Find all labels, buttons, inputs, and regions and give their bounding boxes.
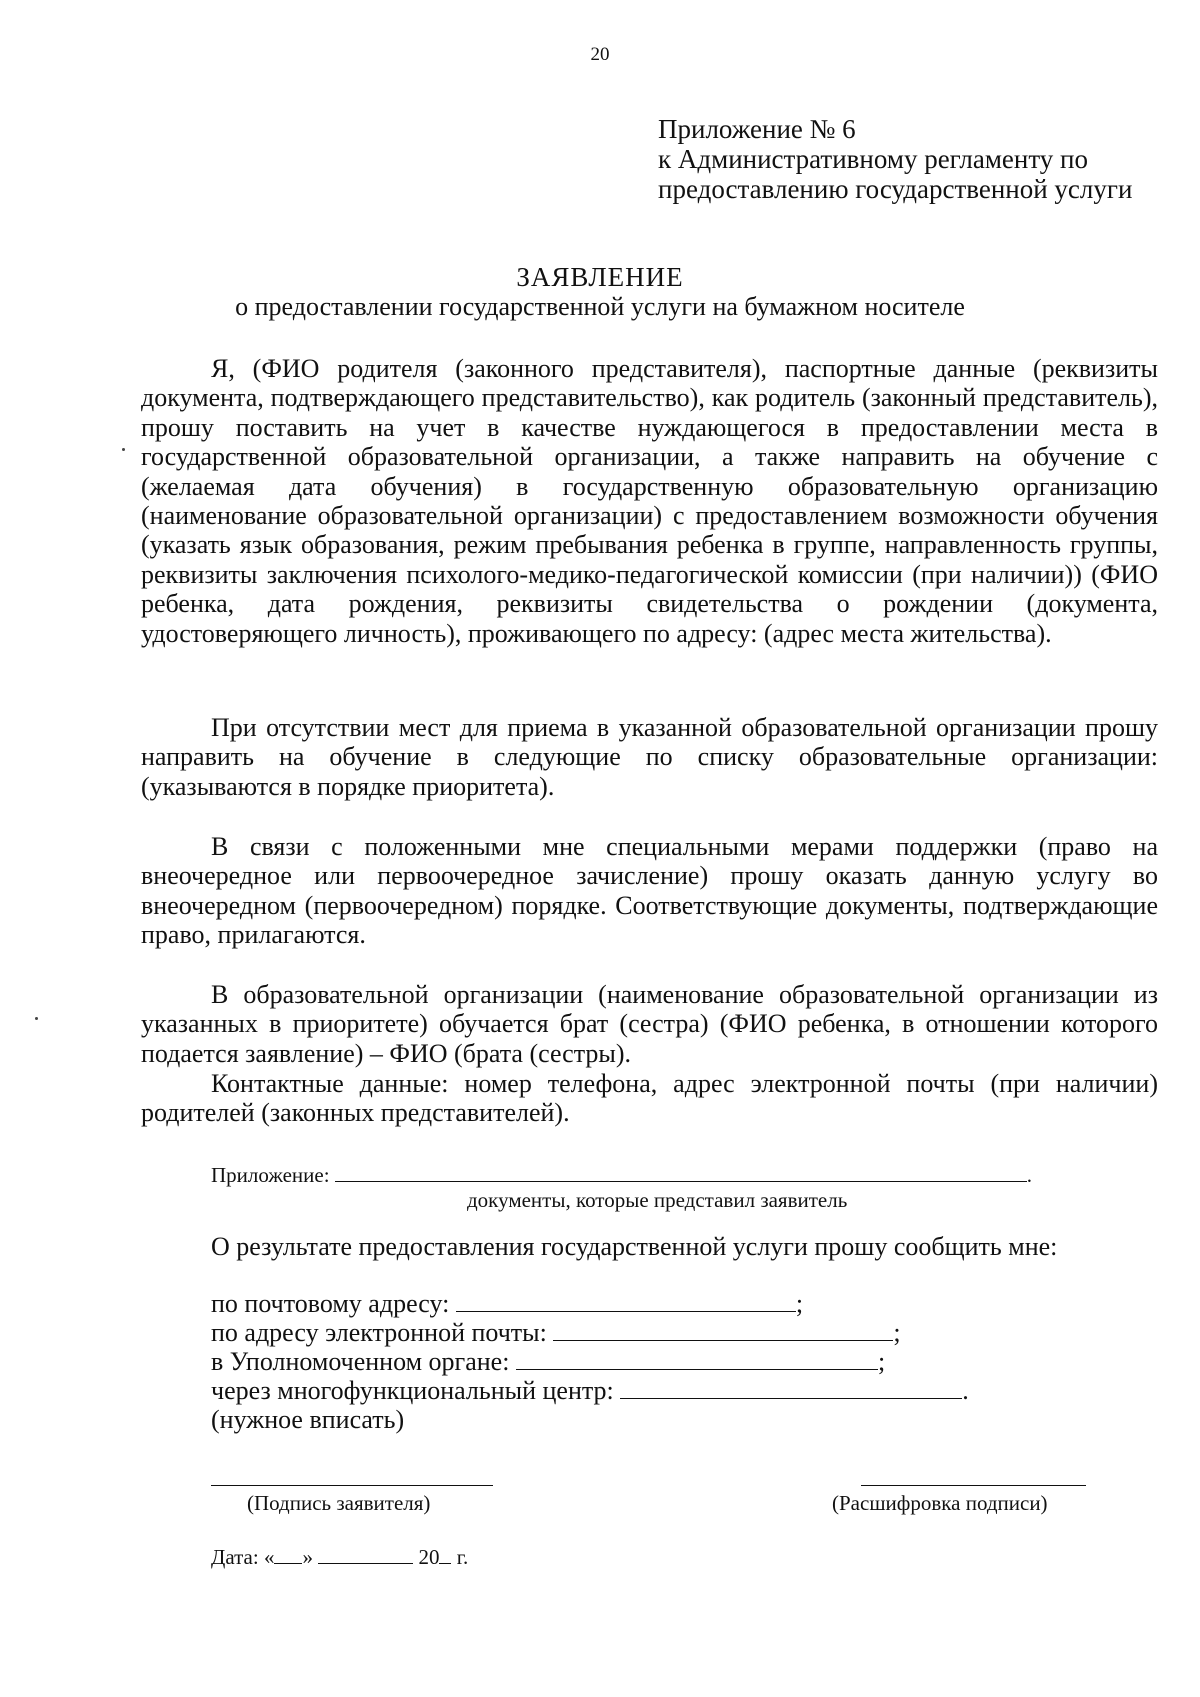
paragraph-support-measures: В связи с положенными мне специальными мерами поддержки (право на внеочередное или первоочередное зачисление) прошу оказать данную услугу во внеочередном (первоочередном) порядке. Соответствующие документы, подтверждающие право, прилагаются. [141, 832, 1158, 950]
annex-line-3: предоставлению государственной услуги [658, 174, 1133, 204]
option-email: по адресу электронной почты: ; [211, 1318, 901, 1347]
signature-caption: (Подпись заявителя) [247, 1491, 431, 1515]
paragraph-contacts: Контактные данные: номер телефона, адрес электронной почты (при наличии) родителей (законных представителей). [141, 1069, 1158, 1128]
date-month-field[interactable] [318, 1545, 413, 1564]
postal-address-field[interactable] [456, 1289, 796, 1312]
date-year-field[interactable] [439, 1545, 451, 1564]
scan-speck [35, 1017, 38, 1020]
decoding-caption: (Расшифровка подписи) [832, 1491, 1048, 1515]
option-mfc-label: через многофункциональный центр: [211, 1376, 614, 1405]
option-postal: по почтовому адресу: ; [211, 1289, 804, 1318]
attachment-label: Приложение: [211, 1163, 330, 1187]
document-title: ЗАЯВЛЕНИЕ [516, 262, 684, 292]
paragraph-sibling: В образовательной организации (наименование образовательной организации из указанных в приоритете) обучается брат (сестра) (ФИО ребенка, в отношении которого подается заявление) – ФИО (брата (сестры). [141, 980, 1158, 1068]
attachment-field[interactable] [335, 1159, 1027, 1182]
email-address-field[interactable] [553, 1318, 893, 1341]
option-email-label: по адресу электронной почты: [211, 1318, 547, 1347]
document-subtitle: о предоставлении государственной услуги на бумажном носителе [235, 292, 965, 321]
scan-speck [122, 448, 125, 451]
annex-line-2: к Административному регламенту по [658, 144, 1089, 174]
authority-field[interactable] [516, 1347, 878, 1370]
page-number: 20 [590, 44, 610, 65]
attachment-line: Приложение: . [211, 1159, 1032, 1188]
signature-line[interactable] [211, 1485, 493, 1486]
decoding-line[interactable] [861, 1485, 1086, 1486]
annex-line-1: Приложение № 6 [658, 114, 856, 144]
option-postal-label: по почтовому адресу: [211, 1289, 450, 1318]
date-day-field[interactable] [274, 1545, 302, 1564]
date-year: 20 [418, 1545, 440, 1569]
paragraph-request: Я, (ФИО родителя (законного представителя), паспортные данные (реквизиты документа, подтверждающего представительство), как родитель (законный представитель), прошу поставить на учет в качестве нуждающегося в предоставлении места в государственной образовательной организации, а также направить на обучение с (желаемая дата обучения) в государственную образовательную организацию (наименование образовательной организации) с предоставлением возможности обучения (указать язык образования, режим пребывания ребенка в группе, направленность группы, реквизиты заключения психолого-медико-педагогической комиссии (при наличии)) (ФИО ребенка, дата рождения, реквизиты свидетельства о рождении (документа, удостоверяющего личность), проживающего по адресу: (адрес места жительства). [141, 354, 1158, 648]
mfc-field[interactable] [620, 1376, 962, 1399]
paragraph-no-places: При отсутствии мест для приема в указанной образовательной организации прошу направить на обучение в следующие по списку образовательные организации: (указываются в порядке приоритета). [141, 713, 1158, 801]
result-intro: О результате предоставления государственной услуги прошу сообщить мне: [211, 1232, 1058, 1261]
option-authority-label: в Уполномоченном органе: [211, 1347, 510, 1376]
annex-header [658, 114, 1132, 204]
attachment-caption: документы, которые представил заявитель [467, 1188, 848, 1212]
fill-in-note: (нужное вписать) [211, 1405, 405, 1434]
option-authority: в Уполномоченном органе: ; [211, 1347, 886, 1376]
option-mfc: через многофункциональный центр: . [211, 1376, 969, 1405]
date-label: Дата: « [211, 1545, 275, 1569]
date-line: Дата: « » 20 г. [211, 1545, 469, 1569]
